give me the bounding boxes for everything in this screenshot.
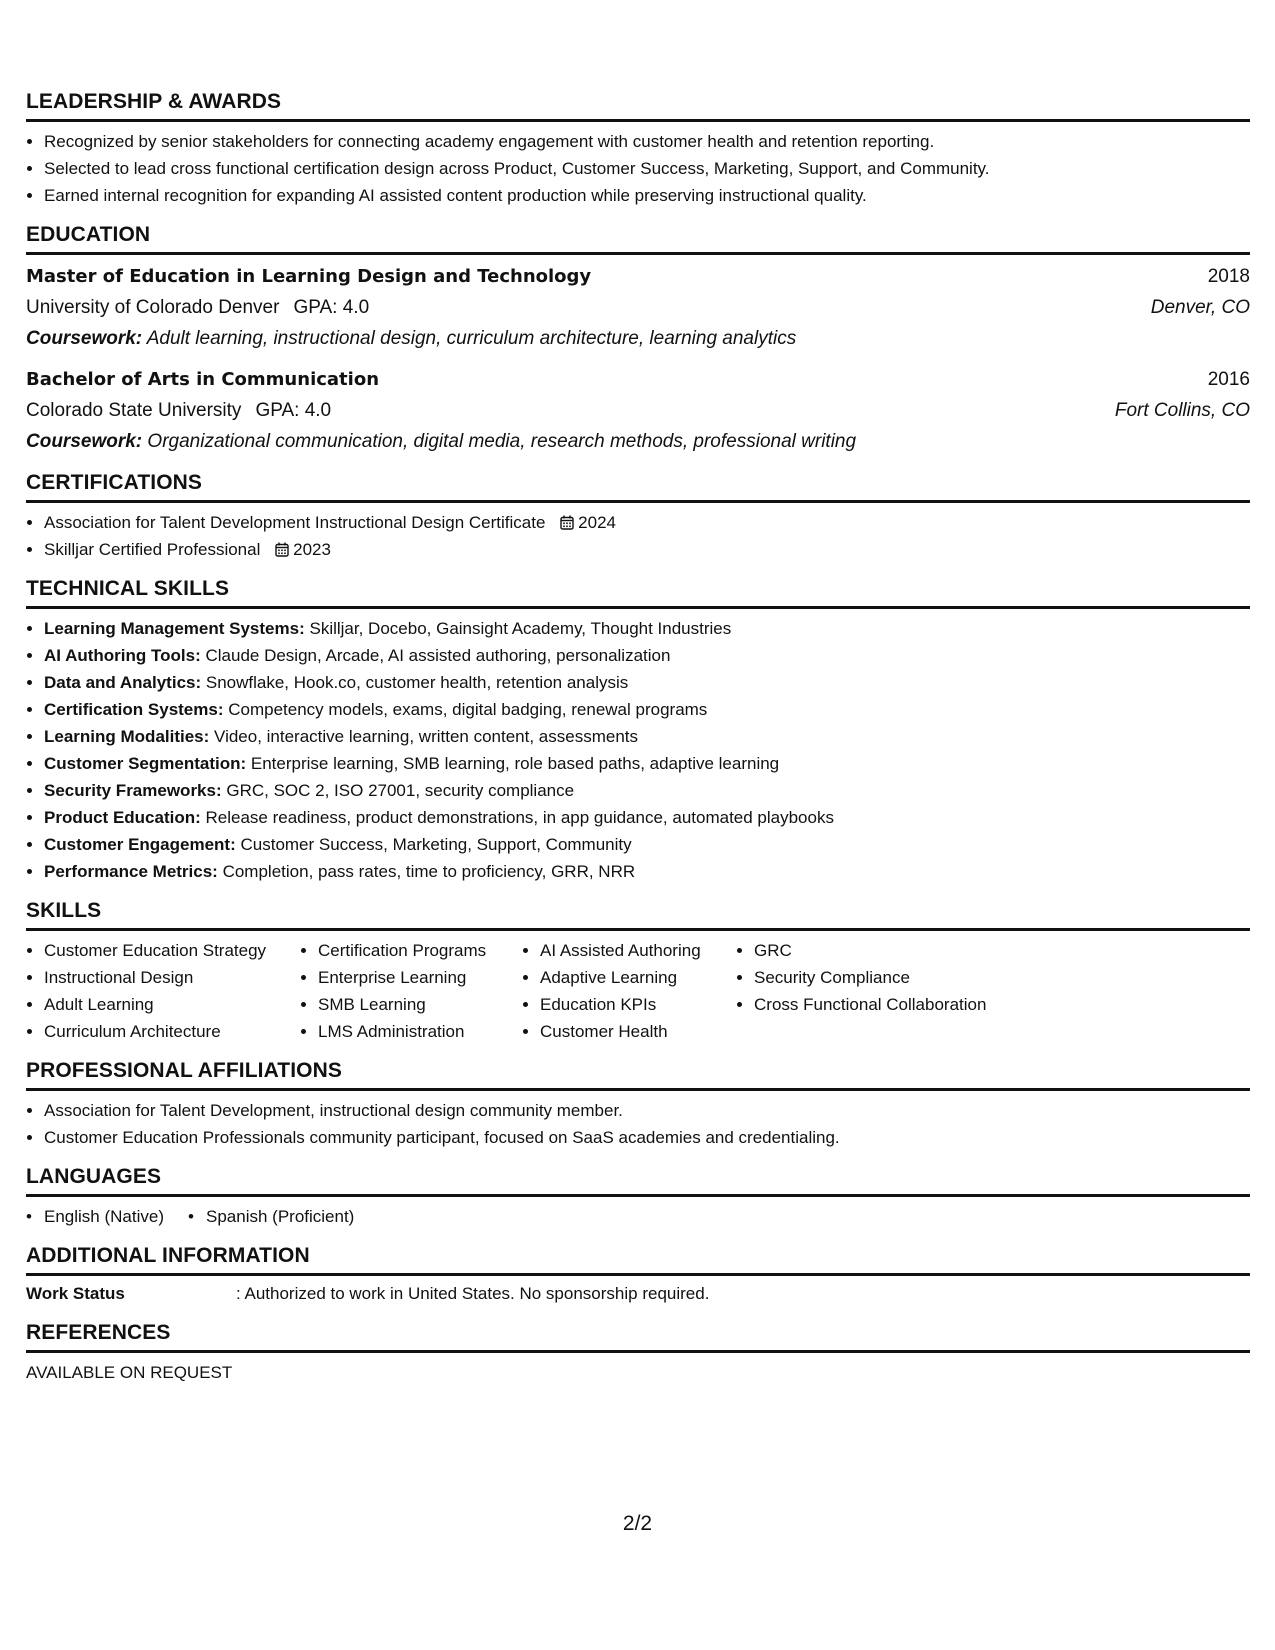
section-title: PROFESSIONAL AFFILIATIONS xyxy=(26,1059,1250,1091)
certification-name: Skilljar Certified Professional xyxy=(44,540,261,559)
list-item xyxy=(44,669,1250,696)
education-section xyxy=(26,223,1250,457)
list-item: • Certification Programs xyxy=(318,937,522,964)
list-item: • Instructional Design xyxy=(44,964,300,991)
education-entry xyxy=(26,261,1250,354)
list-item: • Selected to lead cross functional certification design across Product, Customer Success, Marketing, Support, and Community. xyxy=(44,155,1250,182)
list-item xyxy=(44,615,1250,642)
certifications-list xyxy=(26,509,1250,563)
list-item: • Adaptive Learning xyxy=(540,964,736,991)
school: Colorado State University xyxy=(26,400,242,421)
coursework xyxy=(26,426,1250,457)
list-item: • AI Assisted Authoring xyxy=(540,937,736,964)
list-item xyxy=(44,804,1250,831)
skill-value: Competency models, exams, digital badging, renewal programs xyxy=(228,700,708,719)
skill-label: Certification Systems: xyxy=(44,700,224,719)
list-item: • Curriculum Architecture xyxy=(44,1018,300,1045)
list-item: • Education KPIs xyxy=(540,991,736,1018)
skill-value: Video, interactive learning, written content, assessments xyxy=(214,727,638,746)
list-item: • SMB Learning xyxy=(318,991,522,1018)
list-item: • Adult Learning xyxy=(44,991,300,1018)
skill-label: Security Frameworks: xyxy=(44,781,222,800)
technical-skills-list xyxy=(26,615,1250,885)
coursework-label: Coursework: xyxy=(26,431,143,452)
list-item: • Cross Functional Collaboration xyxy=(754,991,1074,1018)
education-entry xyxy=(26,364,1250,457)
list-item xyxy=(44,723,1250,750)
page-number: 2/2 xyxy=(622,1512,653,1535)
list-item xyxy=(44,642,1250,669)
calendar-icon xyxy=(275,542,289,557)
list-item: • English (Native) xyxy=(26,1203,164,1230)
work-status-label: Work Status xyxy=(26,1284,125,1303)
skill-value: Skilljar, Docebo, Gainsight Academy, Thought Industries xyxy=(309,619,732,638)
skill-value: Customer Success, Marketing, Support, Community xyxy=(240,835,632,854)
degree: Master of Education in Learning Design and Technology xyxy=(26,266,592,287)
section-title: LEADERSHIP & AWARDS xyxy=(26,90,1250,122)
skill-value: Claude Design, Arcade, AI assisted authoring, personalization xyxy=(205,646,671,665)
coursework-text: Organizational communication, digital media, research methods, professional writing xyxy=(147,431,857,452)
list-item: • Association for Talent Development, instructional design community member. xyxy=(44,1097,1250,1124)
skill-value: GRC, SOC 2, ISO 27001, security compliance xyxy=(226,781,575,800)
skill-value: Release readiness, product demonstrations, in app guidance, automated playbooks xyxy=(205,808,834,827)
skills-column xyxy=(26,937,300,1045)
list-item: • Enterprise Learning xyxy=(318,964,522,991)
section-title: TECHNICAL SKILLS xyxy=(26,577,1250,609)
list-item: • Earned internal recognition for expanding AI assisted content production while preserving instructional quality. xyxy=(44,182,1250,209)
skill-label: AI Authoring Tools: xyxy=(44,646,201,665)
coursework xyxy=(26,323,1250,354)
section-title: CERTIFICATIONS xyxy=(26,471,1250,503)
list-item: • Spanish (Proficient) xyxy=(188,1203,354,1230)
skills-column xyxy=(522,937,736,1045)
section-title: ADDITIONAL INFORMATION xyxy=(26,1244,1250,1276)
skill-label: Data and Analytics: xyxy=(44,673,202,692)
list-item: • Customer Education Professionals community participant, focused on SaaS academies and credentialing. xyxy=(44,1124,1250,1151)
section-title: REFERENCES xyxy=(26,1321,1250,1353)
list-item: • Customer Education Strategy xyxy=(44,937,300,964)
location: Denver, CO xyxy=(1150,297,1250,318)
skill-value: Enterprise learning, SMB learning, role based paths, adaptive learning xyxy=(250,754,780,773)
school: University of Colorado Denver xyxy=(26,297,280,318)
section-title: SKILLS xyxy=(26,899,1250,931)
list-item xyxy=(44,509,1250,536)
calendar-icon xyxy=(560,515,574,530)
skill-label: Customer Engagement: xyxy=(44,835,236,854)
certification-year: 2024 xyxy=(578,513,616,532)
list-item: • GRC xyxy=(754,937,1074,964)
skills-section xyxy=(26,899,1250,1045)
list-item xyxy=(44,536,1250,563)
leadership-section xyxy=(26,90,1250,209)
section-title: EDUCATION xyxy=(26,223,1250,255)
certifications-section xyxy=(26,471,1250,563)
affiliations-section xyxy=(26,1059,1250,1151)
skill-label: Performance Metrics: xyxy=(44,862,218,881)
certification-name: Association for Talent Development Instructional Design Certificate xyxy=(44,513,546,532)
gpa: GPA: 4.0 xyxy=(255,400,332,421)
degree: Bachelor of Arts in Communication xyxy=(26,369,380,390)
additional-info-section xyxy=(26,1244,1250,1307)
list-item xyxy=(44,696,1250,723)
year: 2018 xyxy=(1207,266,1250,287)
list-item xyxy=(44,831,1250,858)
skill-value: Completion, pass rates, time to proficiency, GRR, NRR xyxy=(222,862,636,881)
certification-year: 2023 xyxy=(293,540,331,559)
location: Fort Collins, CO xyxy=(1114,400,1250,421)
list-item xyxy=(44,750,1250,777)
affiliations-list xyxy=(26,1097,1250,1151)
skill-label: Customer Segmentation: xyxy=(44,754,247,773)
technical-skills-section xyxy=(26,577,1250,885)
references-text: AVAILABLE ON REQUEST xyxy=(26,1363,233,1382)
year: 2016 xyxy=(1207,369,1250,390)
coursework-label: Coursework: xyxy=(26,328,143,349)
gpa: GPA: 4.0 xyxy=(293,297,370,318)
skills-grid xyxy=(26,937,1250,1045)
list-item xyxy=(44,858,1250,885)
languages-section xyxy=(26,1165,1250,1230)
skill-value: Snowflake, Hook.co, customer health, retention analysis xyxy=(205,673,629,692)
work-status-row xyxy=(26,1280,1250,1307)
skill-label: Learning Management Systems: xyxy=(44,619,305,638)
skill-label: Product Education: xyxy=(44,808,201,827)
skills-column xyxy=(300,937,522,1045)
references-section xyxy=(26,1321,1250,1386)
resume-page xyxy=(26,90,1250,1400)
section-title: LANGUAGES xyxy=(26,1165,1250,1197)
list-item: • LMS Administration xyxy=(318,1018,522,1045)
list-item: • Customer Health xyxy=(540,1018,736,1045)
skill-label: Learning Modalities: xyxy=(44,727,210,746)
work-status-value: : Authorized to work in United States. No sponsorship required. xyxy=(236,1284,710,1303)
list-item xyxy=(44,777,1250,804)
leadership-list xyxy=(26,128,1250,209)
skills-column xyxy=(736,937,1074,1045)
languages-list xyxy=(26,1203,1250,1230)
list-item: • Security Compliance xyxy=(754,964,1074,991)
coursework-text: Adult learning, instructional design, curriculum architecture, learning analytics xyxy=(146,328,797,349)
list-item: • Recognized by senior stakeholders for connecting academy engagement with customer health and retention reporting. xyxy=(44,128,1250,155)
